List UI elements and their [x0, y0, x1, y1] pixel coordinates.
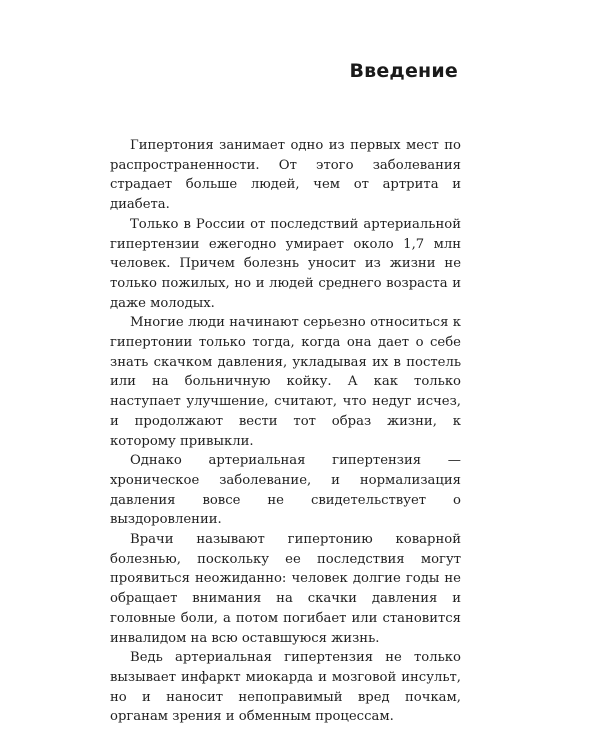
chapter-title: Введение — [349, 60, 458, 82]
paragraph: Гипертония занимает одно из первых мест по распространенности. От этого заболевания страдает больше людей, чем от артрита и диабета. — [110, 138, 461, 213]
paragraph: Только в России от последствий артериальной гипертензии ежегодно умирает около 1,7 млн человек. Причем болезнь уносит из жизни не только пожилых, но и людей среднего возраста и даже молодых. — [110, 216, 461, 311]
paragraph: Ведь артериальная гипертензия не только вызывает инфаркт миокарда и мозговой инсульт, но и наносит непоправимый вред почкам, органам зрения и обменным процессам. — [110, 650, 461, 725]
paragraph: Врачи называют гипертонию коварной болезнью, поскольку ее последствия могут проявиться неожиданно: человек долгие годы не обращает внимания на скачки давления и головные боли, а потом погибает или становится инвалидом на всю оставшуюся жизнь. — [110, 532, 461, 646]
chapter-body — [110, 136, 461, 727]
paragraph: Однако артериальная гипертензия — хроническое заболевание, и нормализация давления вовсе не свидетельствует о выздоровлении. — [110, 453, 461, 528]
paragraph: Многие люди начинают серьезно относиться к гипертонии только тогда, когда она дает о себе знать скачком давления, укладывая их в постель или на больничную койку. А как только наступает улучшение, считают, что недуг исчез, и продолжают вести тот образ жизни, к которому привыкли. — [110, 315, 461, 449]
